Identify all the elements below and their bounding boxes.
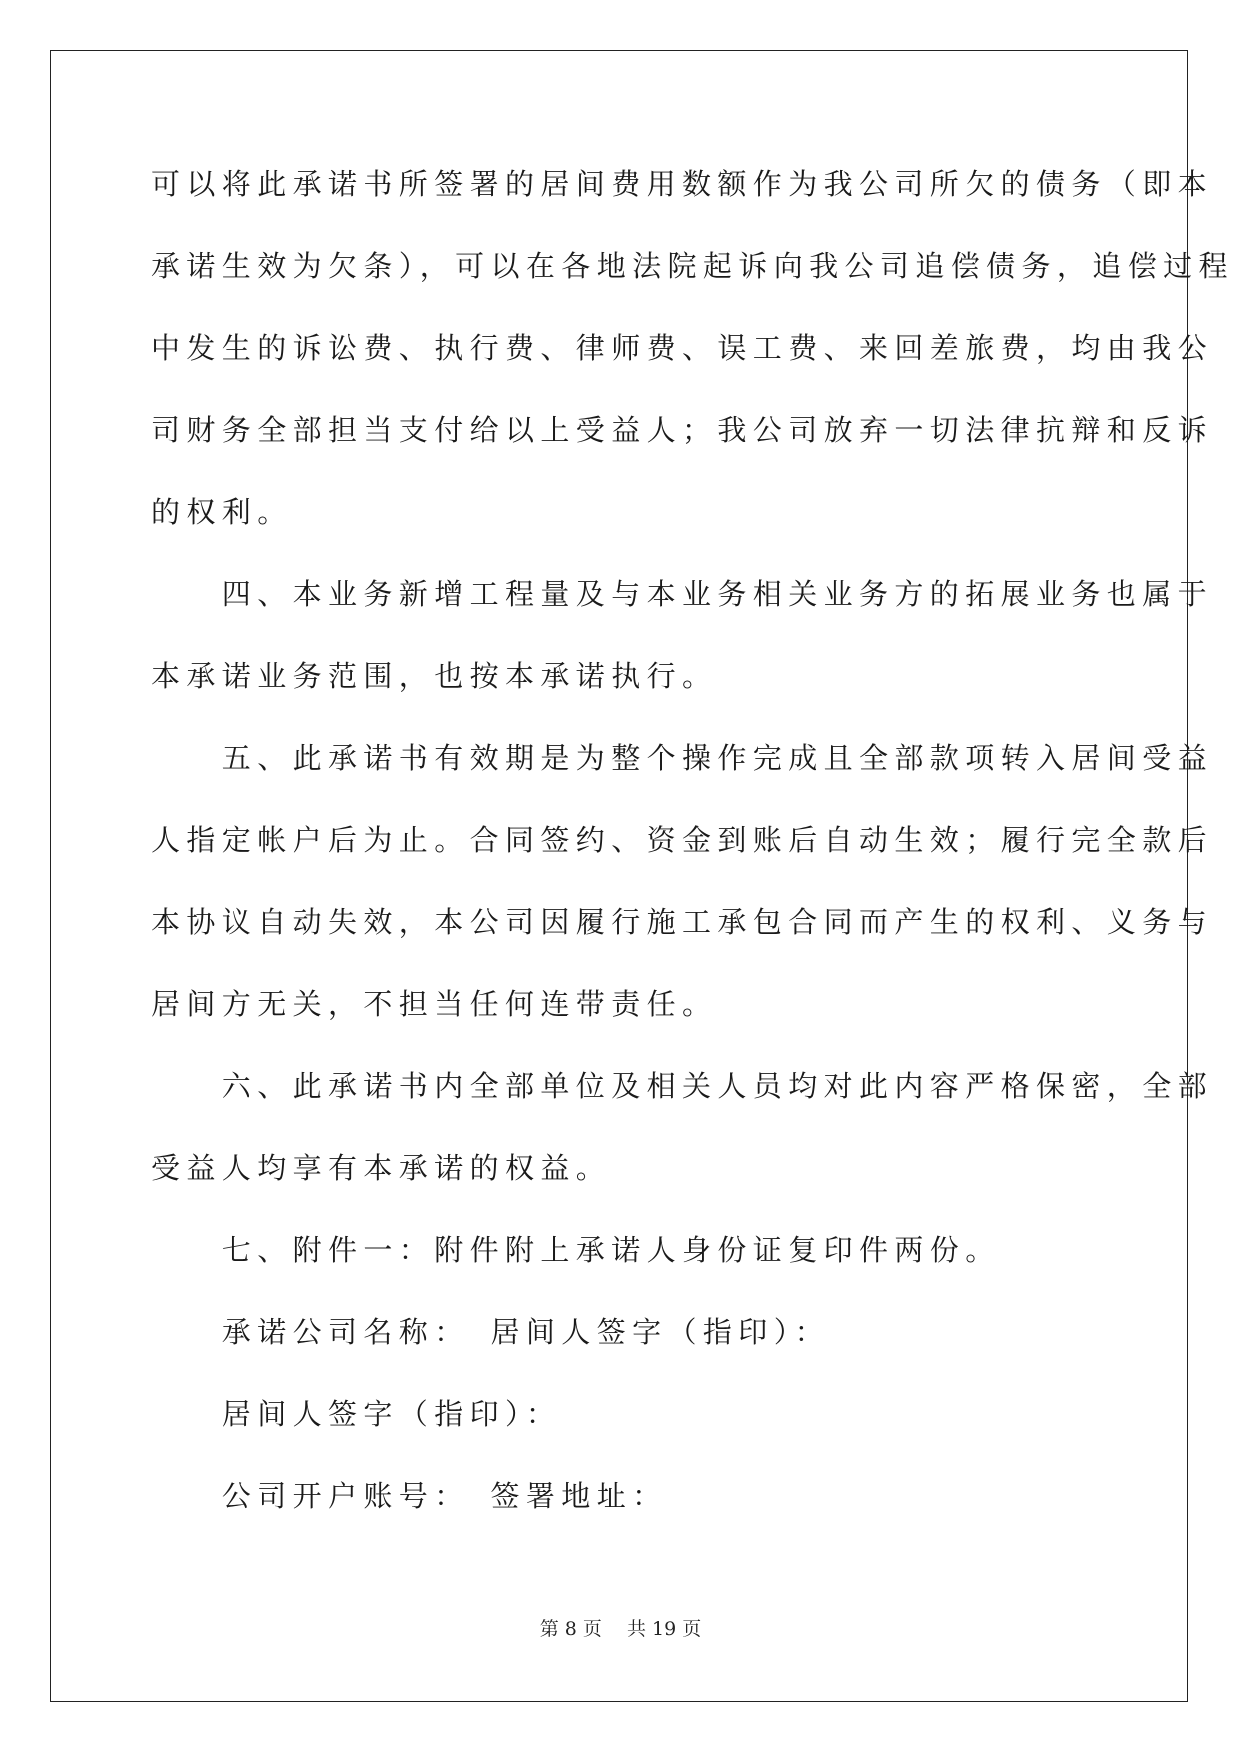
- text-line: 承诺公司名称： 居间人签字（指印）：: [151, 1315, 831, 1349]
- text-line: 的权利。: [151, 495, 293, 529]
- text-line: 七、附件一：附件附上承诺人身份证复印件两份。: [151, 1233, 1001, 1267]
- page-number-footer: 第 8 页 共 19 页: [539, 1618, 702, 1640]
- text-line: 居间方无关，不担当任何连带责任。: [151, 987, 718, 1021]
- text-line: 人指定帐户后为止。合同签约、资金到账后自动生效；履行完全款后: [151, 823, 1214, 857]
- text-line: 居间人签字（指印）：: [151, 1397, 562, 1431]
- text-line: 受益人均享有本承诺的权益。: [151, 1151, 612, 1185]
- text-line: 公司开户账号： 签署地址：: [151, 1479, 668, 1513]
- text-line: 六、此承诺书内全部单位及相关人员均对此内容严格保密，全部: [151, 1069, 1214, 1103]
- text-line: 本承诺业务范围，也按本承诺执行。: [151, 659, 718, 693]
- text-line: 承诺生效为欠条），可以在各地法院起诉向我公司追偿债务，追偿过程: [151, 249, 1234, 283]
- text-line: 中发生的诉讼费、执行费、律师费、误工费、来回差旅费，均由我公: [151, 331, 1214, 365]
- text-line: 四、本业务新增工程量及与本业务相关业务方的拓展业务也属于: [151, 577, 1214, 611]
- text-line: 本协议自动失效，本公司因履行施工承包合同而产生的权利、义务与: [151, 905, 1214, 939]
- text-line: 五、此承诺书有效期是为整个操作完成且全部款项转入居间受益: [151, 741, 1214, 775]
- text-line: 可以将此承诺书所签署的居间费用数额作为我公司所欠的债务（即本: [151, 167, 1214, 201]
- text-line: 司财务全部担当支付给以上受益人；我公司放弃一切法律抗辩和反诉: [151, 413, 1214, 447]
- document-body: [151, 166, 1234, 1560]
